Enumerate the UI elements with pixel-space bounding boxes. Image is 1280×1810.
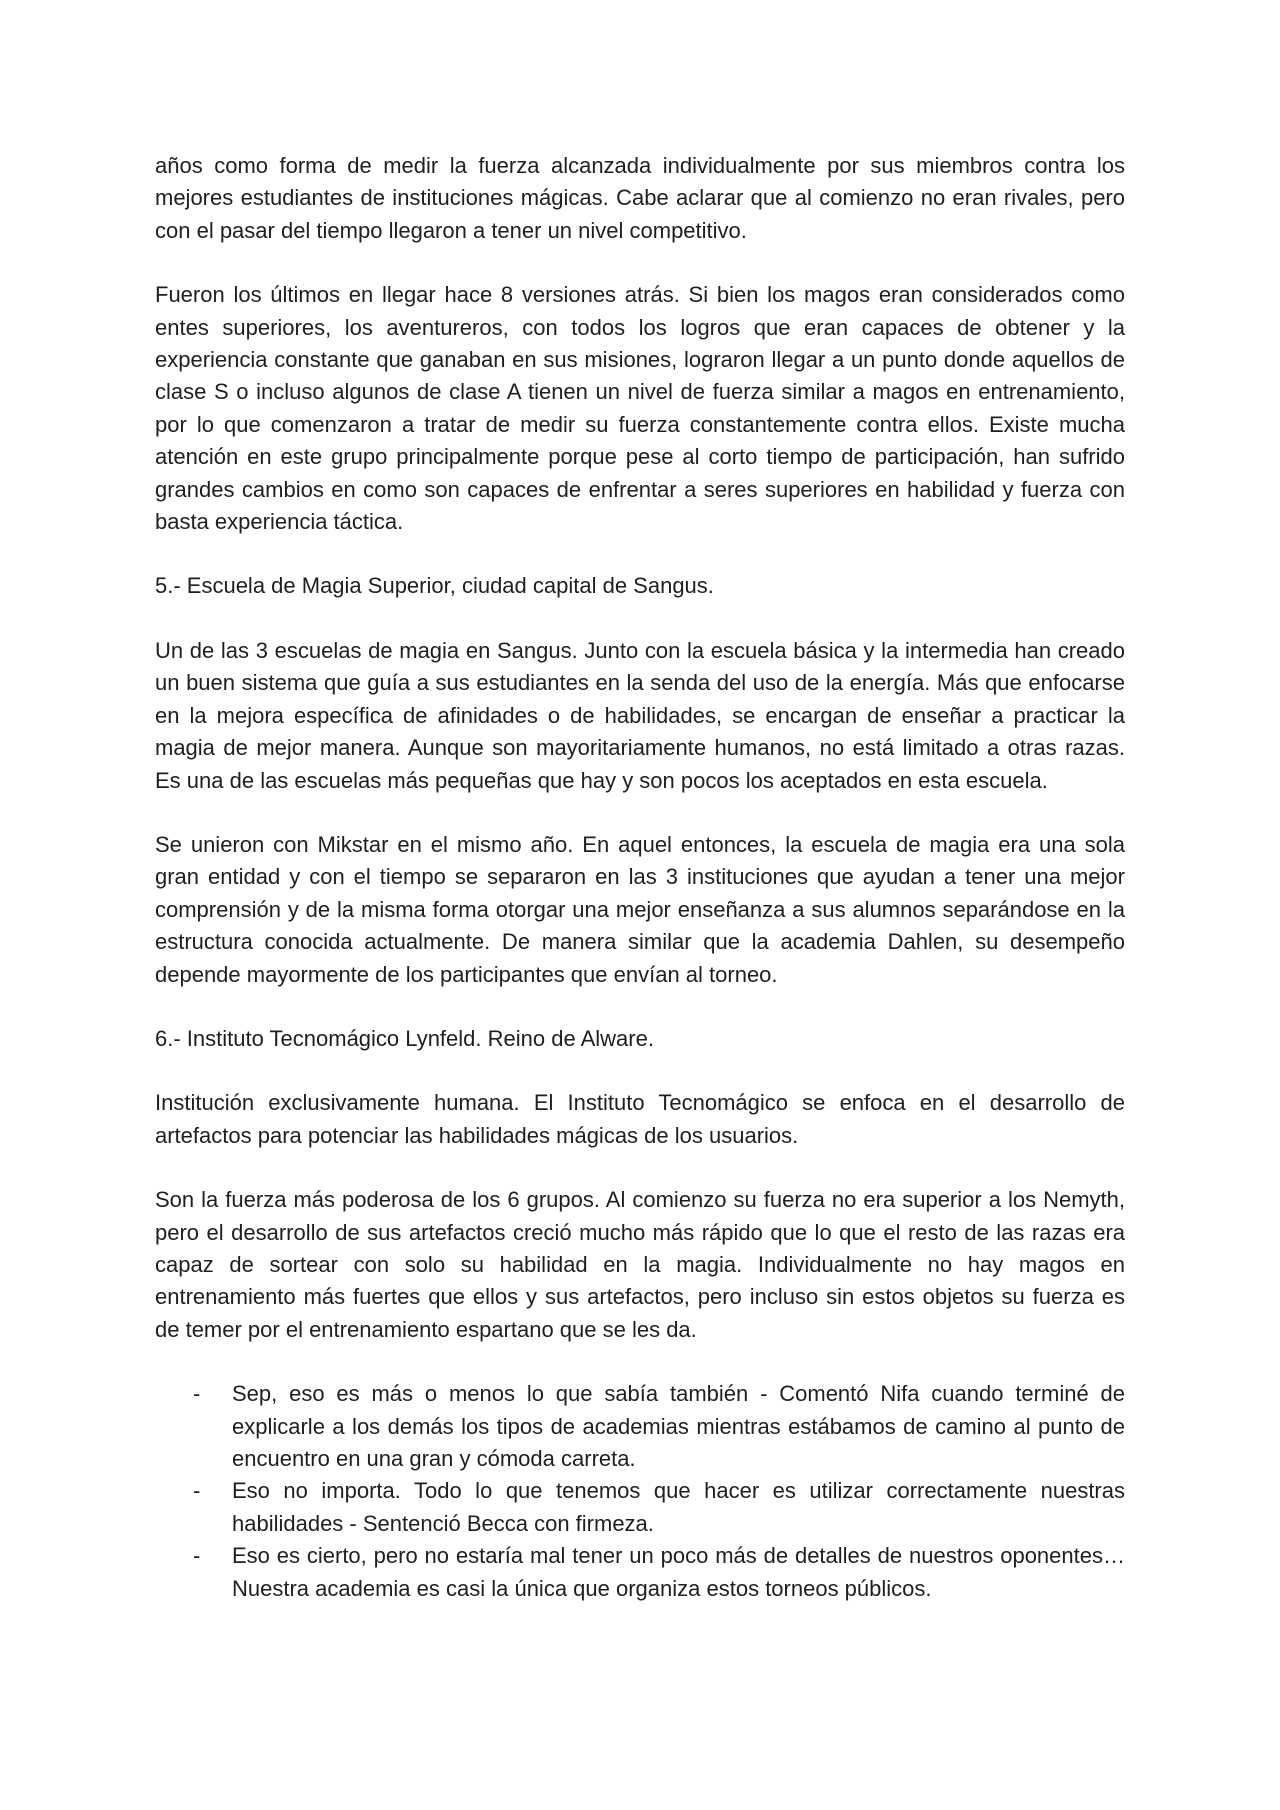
paragraph: Son la fuerza más poderosa de los 6 grupos. Al comienzo su fuerza no era superior a los Nemyth, pero el desarrollo de sus artefactos creció mucho más rápido que lo que el resto de las razas era capaz de sortear con solo su habilidad en la magia. Individualmente no hay magos en entrenamiento más fuertes que ellos y sus artefactos, pero incluso sin estos objetos su fuerza es de temer por el entrenamiento espartano que se les da. — [155, 1187, 1125, 1342]
dialogue-list — [155, 1378, 1125, 1605]
document-page — [155, 150, 1125, 1605]
paragraph: Un de las 3 escuelas de magia en Sangus. Junto con la escuela básica y la intermedia han creado un buen sistema que guía a sus estudiantes en la senda del uso de la energía. Más que enfocarse en la mejora específica de afinidades o de habilidades, se encargan de enseñar a practicar la magia de mejor manera. Aunque son mayoritariamente humanos, no está limitado a otras razas. Es una de las escuelas más pequeñas que hay y son pocos los aceptados en esta escuela. — [155, 637, 1125, 793]
paragraph: Fueron los últimos en llegar hace 8 versiones atrás. Si bien los magos eran considerados como entes superiores, los aventureros, con todos los logros que eran capaces de obtener y la experiencia constante que ganaban en sus misiones, lograron llegar a un punto donde aquellos de clase S o incluso algunos de clase A tienen un nivel de fuerza similar a magos en entrenamiento, por lo que comenzaron a tratar de medir su fuerza constantemente contra ellos. Existe mucha atención en este grupo principalmente porque pese al corto tiempo de participación, han sufrido grandes cambios en como son capaces de enfrentar a seres superiores en habilidad y fuerza con basta experiencia táctica. — [155, 282, 1125, 535]
dialogue-text: Eso no importa. Todo lo que tenemos que hacer es utilizar correctamente nuestras habilidades - Sentenció Becca con firmeza. — [232, 1478, 1125, 1536]
dash-bullet: - — [193, 1381, 201, 1407]
paragraph: años como forma de medir la fuerza alcanzada individualmente por sus miembros contra los mejores estudiantes de instituciones mágicas. Cabe aclarar que al comienzo no eran rivales, pero con el pasar del tiempo llegaron a tener un nivel competitivo. — [155, 153, 1125, 243]
section-heading: 6.- Instituto Tecnomágico Lynfeld. Reino de Alware. — [155, 1025, 654, 1051]
dialogue-line — [155, 1378, 1125, 1475]
dash-bullet: - — [193, 1543, 201, 1569]
section-heading: 5.- Escuela de Magia Superior, ciudad capital de Sangus. — [155, 573, 714, 599]
dialogue-line — [155, 1475, 1125, 1540]
dash-bullet: - — [193, 1478, 201, 1504]
dialogue-line — [155, 1540, 1125, 1605]
paragraph: Institución exclusivamente humana. El Instituto Tecnomágico se enfoca en el desarrollo de artefactos para potenciar las habilidades mágicas de los usuarios. — [155, 1090, 1125, 1148]
paragraph: Se unieron con Mikstar en el mismo año. En aquel entonces, la escuela de magia era una sola gran entidad y con el tiempo se separaron en las 3 instituciones que ayudan a tener una mejor comprensión y de la misma forma otorgar una mejor enseñanza a sus alumnos separándose en la estructura conocida actualmente. De manera similar que la academia Dahlen, su desempeño depende mayormente de los participantes que envían al torneo. — [155, 831, 1125, 987]
dialogue-text: Sep, eso es más o menos lo que sabía también - Comentó Nifa cuando terminé de explicarle a los demás los tipos de academias mientras estábamos de camino al punto de encuentro en una gran y cómoda carreta. — [232, 1381, 1125, 1471]
dialogue-text: Eso es cierto, pero no estaría mal tener un poco más de detalles de nuestros oponentes… Nuestra academia es casi la única que organiza estos torneos públicos. — [232, 1543, 1125, 1601]
